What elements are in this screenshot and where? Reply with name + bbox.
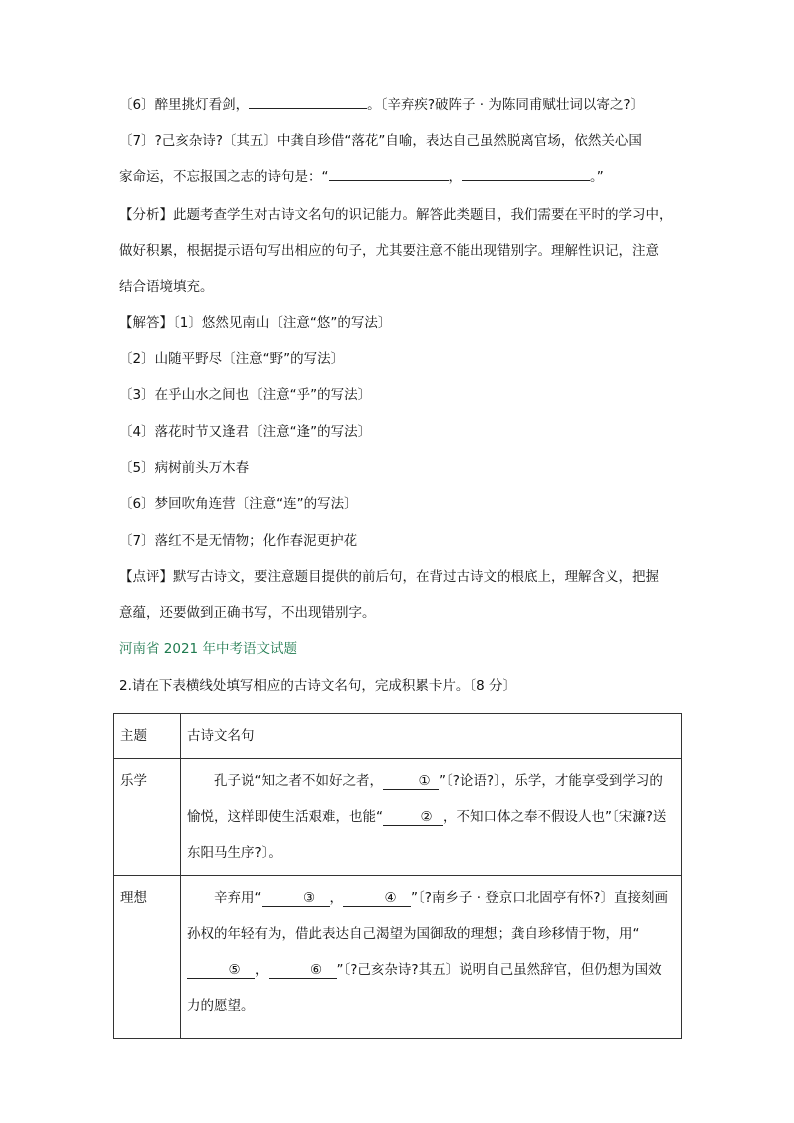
q7-comma: ，: [448, 169, 462, 185]
answer-7: 〔7〕落红不是无情物；化作春泥更护花: [119, 533, 358, 549]
answer-blank-3: ③: [262, 890, 330, 907]
row-text-part: ”〔?论语?〕，乐学，才能享受到学习的愉悦，这样即使生活艰难，也能“: [187, 773, 663, 825]
row-text-part: ，: [255, 962, 269, 978]
row-text-part: ，不知口体之奉不假设人也”〔宋濂?送东阳马生序?〕。: [187, 809, 667, 861]
comment-line1: 【点评】默写古诗文，要注意题目提供的前后句，在背过古诗文的根底上，理解含义，把握: [119, 569, 659, 585]
answer-blank-5: ⑤: [187, 962, 255, 979]
answer-blank: [462, 167, 590, 181]
answer-blank: [249, 95, 367, 109]
question-7-line1: 〔7〕?己亥杂诗?〔其五〕中龚自珍借“落花”自喻，表达自己虽然脱离官场，依然关心国: [119, 133, 642, 149]
question-2: 2.请在下表横线处填写相应的古诗文名句，完成积累卡片。〔8 分〕: [119, 678, 517, 694]
q7-text: 家命运，不忘报国之志的诗句是：“: [119, 169, 329, 185]
row-content-leyue: [181, 759, 682, 876]
q7-end: 。”: [590, 169, 604, 185]
row-text: [187, 763, 675, 871]
row-content-lixiang: [181, 876, 682, 1039]
row-text-part: 辛弃用“: [214, 890, 262, 906]
section-title: 河南省 2021 年中考语文试题: [119, 641, 297, 657]
row-theme-lixiang: 理想: [114, 876, 181, 1039]
table-header-row: [114, 714, 682, 759]
comment-line2: 意蕴，还要做到正确书写，不出现错别字。: [119, 605, 376, 621]
row-text-part: ，: [329, 890, 343, 906]
answer-6: 〔6〕梦回吹角连营〔注意“连”的写法〕: [119, 496, 358, 512]
analysis-line2: 做好积累，根据提示语句写出相应的句子，尤其要注意不能出现错别字。理解性识记，注意: [119, 243, 659, 259]
answer-blank: [329, 167, 449, 181]
answer-blank-2: ②: [383, 809, 443, 826]
analysis-line1: 【分析】此题考查学生对古诗文名句的识记能力。解答此类题目，我们需要在平时的学习中，: [119, 207, 673, 223]
answer-5: 〔5〕病树前头万木春: [119, 460, 250, 476]
row-theme-leyue: 乐学: [114, 759, 181, 876]
answer-2: 〔2〕山随平野尽〔注意“野”的写法〕: [119, 351, 345, 367]
question-6: [119, 95, 644, 115]
row-text-part: 孔子说“知之者不如好之者，: [214, 773, 383, 789]
answer-4: 〔4〕落花时节又逢君〔注意“逢”的写法〕: [119, 424, 372, 440]
accumulation-card-table: [113, 713, 682, 1039]
q6-source: 。〔辛弃疾?破阵子 · 为陈同甫赋壮词以寄之?〕: [367, 97, 645, 113]
answer-blank-1: ①: [383, 773, 439, 790]
row-text-part: ”〔?南乡子 · 登京口北固亭有怀?〕直接刻画孙权的年轻有为，借此表达自己渴望为国御敌的理想；龚自珍移情于物，用“: [187, 890, 668, 942]
answer-3: 〔3〕在乎山水之间也〔注意“乎”的写法〕: [119, 387, 372, 403]
table-row: [114, 759, 682, 876]
table-row: [114, 876, 682, 1039]
answer-1: 【解答】〔1〕悠然见南山〔注意“悠”的写法〕: [119, 315, 392, 331]
analysis-line3: 结合语境填充。: [119, 279, 214, 295]
question-7-line2: [119, 167, 604, 187]
answer-blank-6: ⑥: [269, 962, 337, 979]
row-text: [187, 880, 675, 1024]
row-text-part: ”〔?己亥杂诗?其五〕说明自己虽然辞官，但仍想为国效力的愿望。: [187, 962, 662, 1014]
q6-text: 〔6〕醉里挑灯看剑，: [119, 97, 250, 113]
answer-blank-4: ④: [343, 890, 411, 907]
header-theme: 主题: [114, 714, 181, 759]
header-lines: 古诗文名句: [181, 714, 682, 759]
